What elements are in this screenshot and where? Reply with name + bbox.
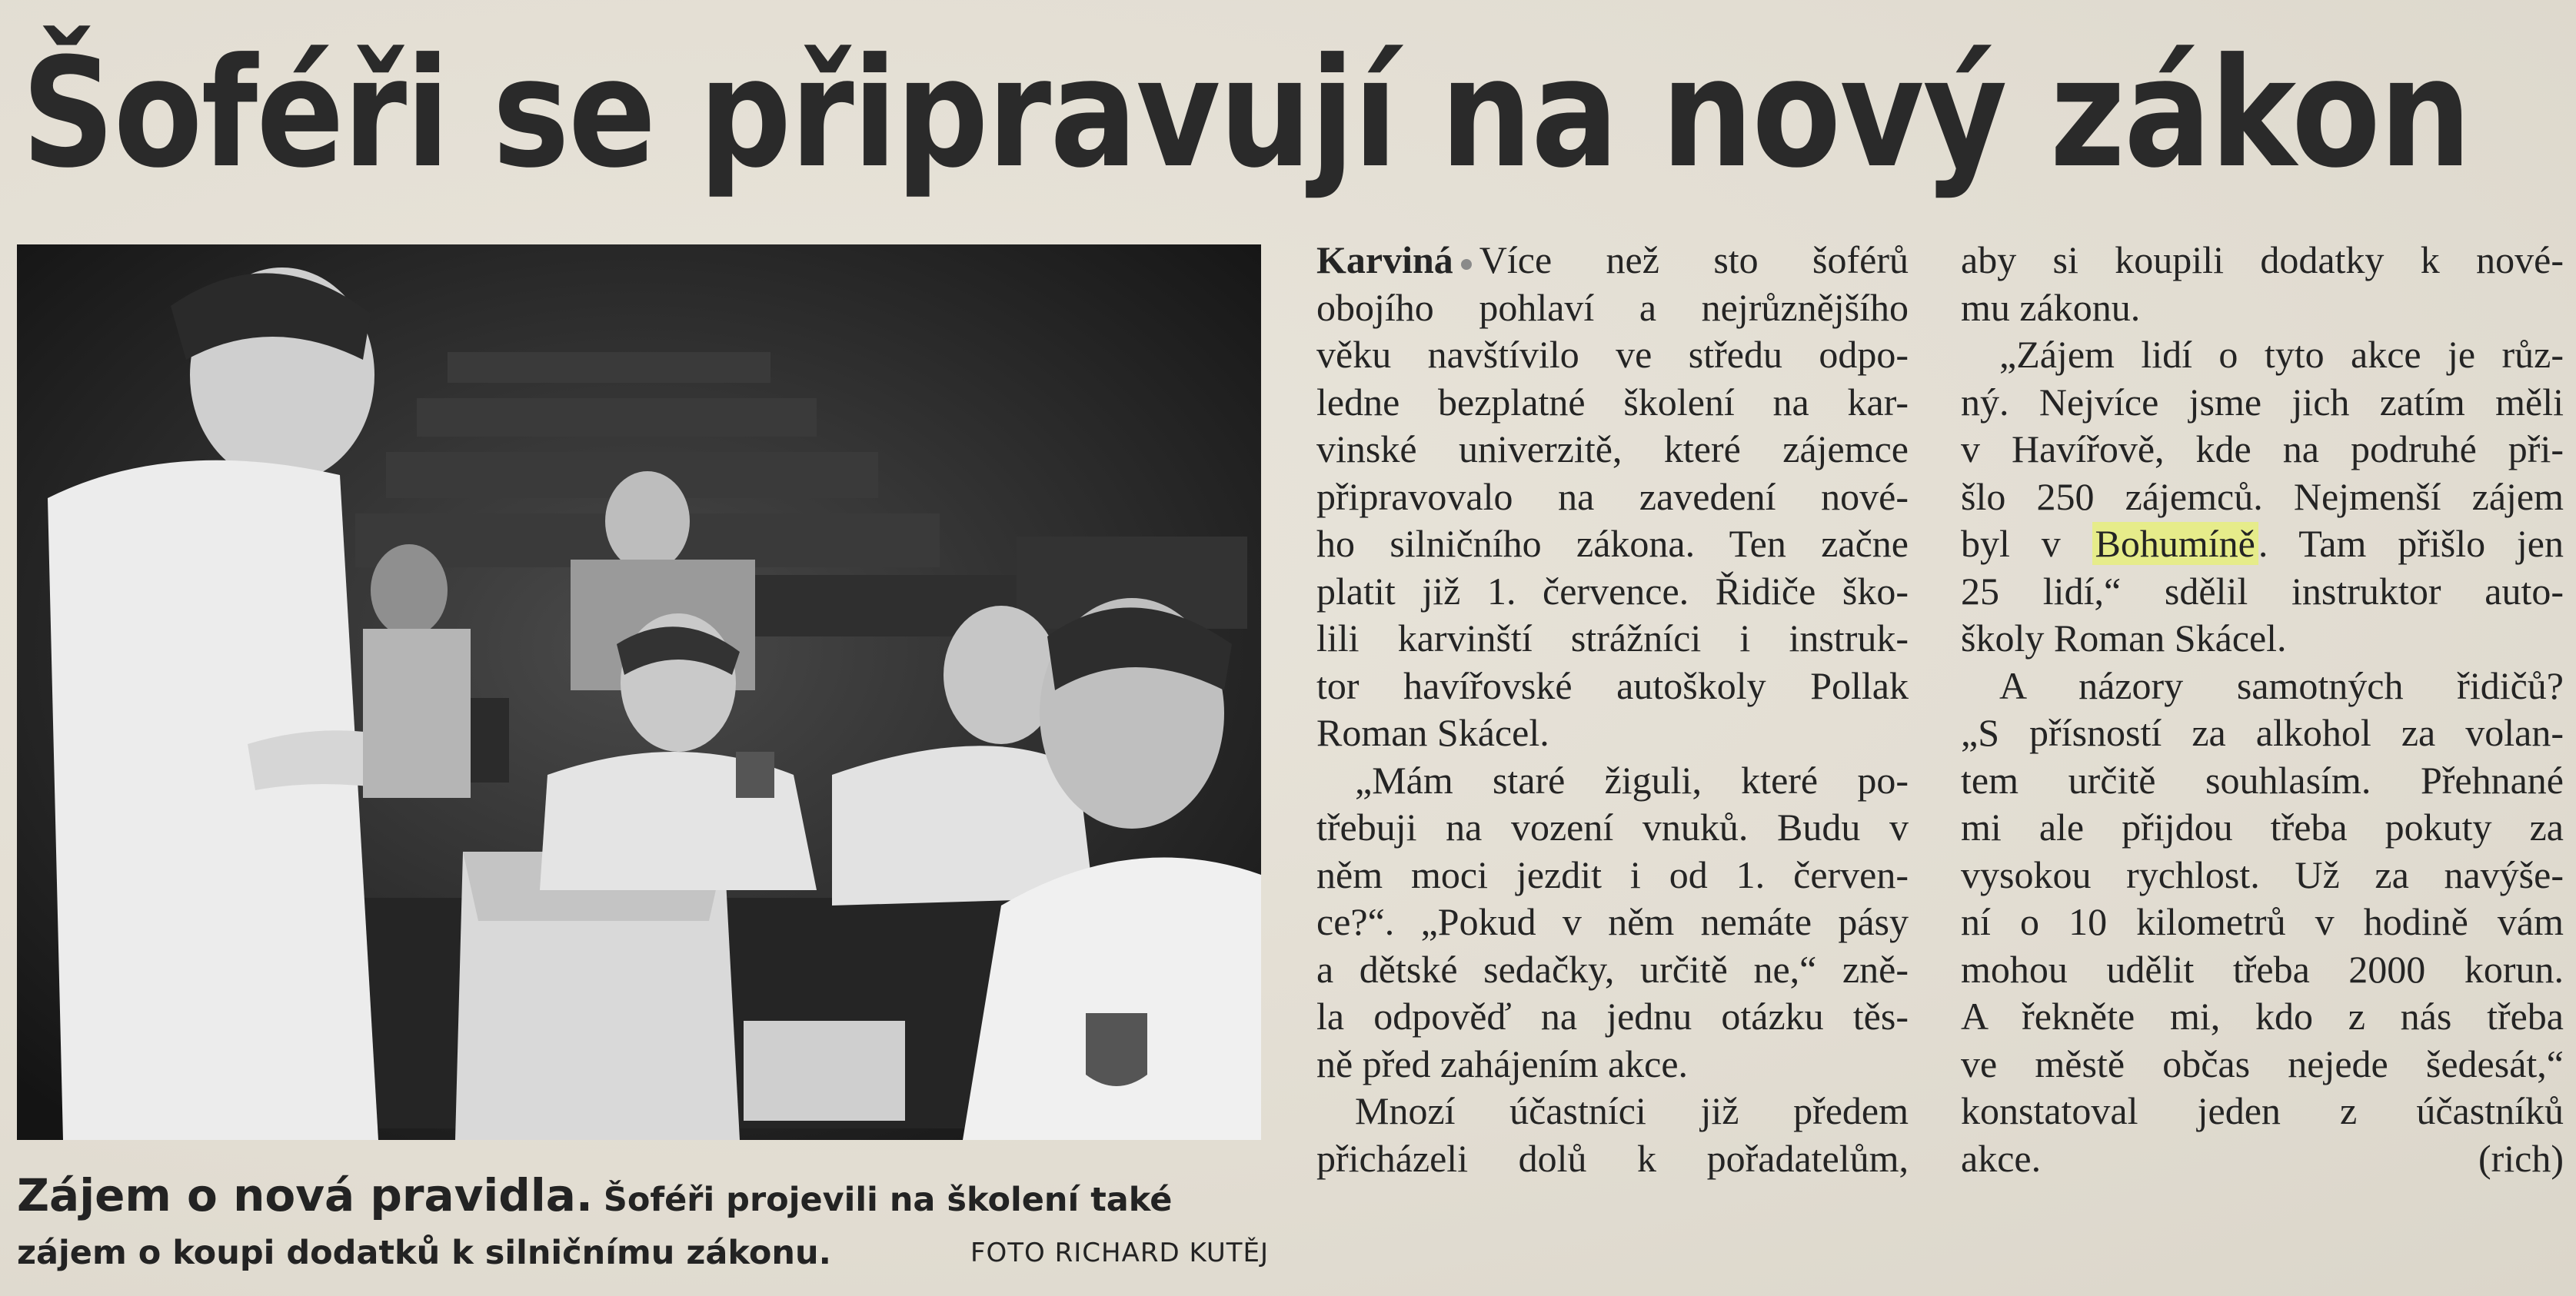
text-line [1961,1135,2564,1183]
text-line: ce?“. „Pokud v něm nemáte pásy [1316,900,1909,943]
text-line: lili karvinští strážníci i instruk- [1316,616,1909,660]
text-line: školy Roman Skácel. [1961,616,2287,660]
text-run: . Tam přišlo jen [2258,522,2564,565]
text-line: třebuji na vození vnuků. Budu v [1316,806,1909,849]
text-line: 25 lidí,“ sdělil instruktor auto- [1961,569,2564,613]
text-line: platit již 1. července. Řidiče ško- [1316,569,1909,613]
text-line: ní o 10 kilometrů v hodině vám [1961,900,2564,943]
text-line: ho silničního zákona. Ten začne [1316,522,1909,565]
text-line: „S přísností za alkohol za volan- [1961,711,2564,754]
photo-credit: FOTO RICHARD KUTĚJ [970,1238,1269,1268]
text-run: akce. [1961,1136,2042,1180]
text-line: ně před zahájením akce. [1316,1042,1689,1085]
text-line: „Zájem lidí o tyto akce je růz- [1999,333,2564,376]
text-line: vysokou rychlost. Už za navýše- [1961,852,2564,896]
text-line: tem určitě souhlasím. Přehnané [1961,758,2564,802]
text-line: Roman Skácel. [1316,711,1549,754]
text-run: byl v [1961,522,2061,565]
caption-text-line2: zájem o koupi dodatků k silničnímu zákonu. [17,1234,831,1272]
text-line [1961,520,2564,568]
text-line: a dětské sedačky, určitě ne,“ zně- [1316,947,1909,991]
text-line [1316,237,1909,284]
caption-text-line1: Šoféři projevili na školení také [603,1181,1173,1219]
article-photo [17,244,1261,1140]
text-run: Více než sto šoférů [1479,238,1909,281]
text-line: aby si koupili dodatky k nové- [1961,238,2564,281]
highlighted-word: Bohumíně [2092,522,2258,565]
text-line: A řekněte mi, kdo z nás třeba [1961,995,2564,1038]
text-line: šlo 250 zájemců. Nejmenší zájem [1961,474,2564,518]
text-line: mi ale přijdou třeba pokuty za [1961,806,2564,849]
author-signature: (rich) [2478,1136,2564,1180]
headline: Šoféři se připravují na nový zákon [22,26,2471,201]
text-line: vinské univerzitě, které zájemce [1316,427,1909,470]
photo-caption [17,1168,1278,1222]
text-line: přicházeli dolů k pořadatelům, [1316,1136,1909,1180]
text-line: v Havířově, kde na podruhé při- [1961,427,2564,470]
text-line: mohou udělit třeba 2000 korun. [1961,947,2564,991]
dateline: Karviná [1316,238,1453,281]
text-line: A názory samotných řidičů? [1999,663,2564,707]
text-line: něm moci jezdit i od 1. červen- [1316,852,1909,896]
text-line: tor havířovské autoškoly Pollak [1316,663,1909,707]
bullet-dot-icon [1461,259,1472,270]
text-line: ledne bezplatné školení na kar- [1316,380,1909,424]
photo-illustration [17,244,1261,1140]
article-column-1 [1316,237,1909,1290]
text-line: ný. Nejvíce jsme jich zatím měli [1961,380,2564,424]
text-line: ve městě občas nejede šedesát,“ [1961,1042,2564,1085]
photo-caption-line2 [17,1230,1278,1276]
text-line: obojího pohlaví a nejrůznějšího [1316,285,1909,329]
article-column-2 [1961,237,2564,1290]
text-line: „Mám staré žiguli, které po- [1355,758,1909,802]
text-line: věku navštívilo ve středu odpo- [1316,333,1909,376]
caption-lead: Zájem o nová pravidla. [17,1169,593,1221]
text-line: Mnozí účastníci již předem [1355,1089,1909,1132]
text-line: připravovalo na zavedení nové- [1316,474,1909,518]
text-line: la odpověď na jednu otázku těs- [1316,995,1909,1038]
text-line: mu zákonu. [1961,285,2141,329]
text-line: konstatoval jeden z účastníků [1961,1089,2564,1132]
